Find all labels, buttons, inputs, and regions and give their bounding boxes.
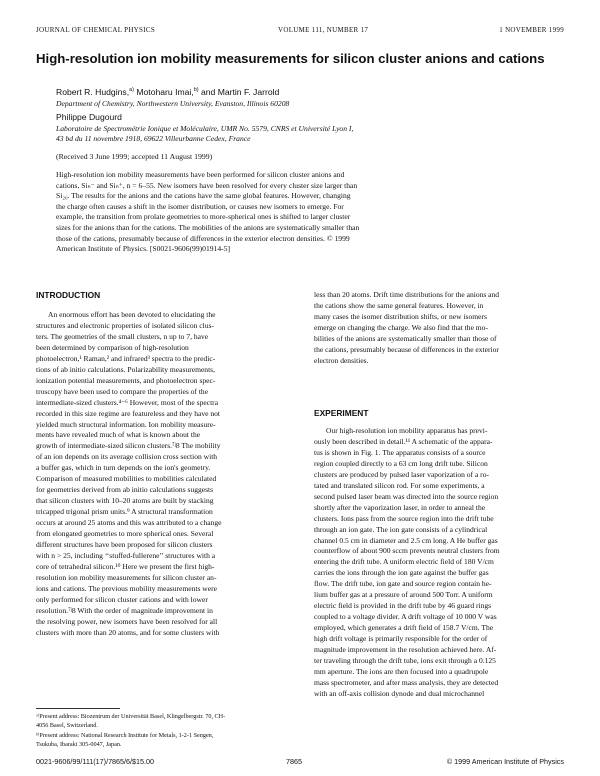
page-number: 7865 (286, 757, 302, 766)
abstract-line: those of the cations, presumably because of differences in the exterior electron densities. © 1999 (56, 233, 350, 243)
affiliation-line: Laboratoire de Spectrométrie Ionique et Moléculaire, UMR No. 5579, CNRS et Université Lyon I, (56, 124, 354, 133)
volume-number: VOLUME 111, NUMBER 17 (278, 26, 369, 34)
introduction-line: the resolving power, new isomers have been resolved for all (36, 616, 218, 626)
experiment-line: shortly after the vaporization laser, in order to anneal the (314, 502, 486, 512)
experiment-line: tus is shown in Fig. 1. The apparatus consists of a source (314, 447, 486, 457)
introduction-line: An enormous effort has been devoted to elucidating the (48, 310, 216, 319)
author-hudgins: Robert R. Hudgins, (56, 87, 130, 97)
experiment-line: high drift voltage is primarily responsible for the order of (314, 634, 488, 644)
abstract-line: American Institute of Physics. [S0021-9606(99)01914-5] (56, 244, 230, 254)
introduction-line: different structures have been proposed for silicon clusters (36, 540, 213, 550)
experiment-line: with an off-axis collision dynode and dual microchannel (314, 688, 485, 698)
section-heading-experiment: EXPERIMENT (314, 408, 369, 418)
introduction-line: only performed for silicon cluster cations and with lower (36, 594, 208, 604)
introduction-line: less than 20 atoms. Drift time distributions for the anions and (314, 290, 500, 299)
introduction-line: that silicon clusters with 10–20 atoms are built by stacking (36, 496, 214, 506)
affiliation-northwestern: Department of Chemistry, Northwestern University, Evanston, Illinois 60208 (56, 99, 290, 108)
introduction-line: occurs at around 25 atoms and this was attributed to a change (36, 518, 222, 528)
introduction-line: core of tetrahedral silicon.¹⁰ Here we present the first high- (36, 561, 215, 571)
introduction-line: yielded much structural information. Ion mobility measure- (36, 419, 216, 429)
experiment-line: mass spectrometer, and after mass analysis, they are detected (314, 677, 499, 687)
author-note-b: b) (193, 87, 199, 94)
author-note-a: a) (129, 87, 134, 94)
introduction-line: resolution.⁷ʲ8 With the order of magnitude improvement in (36, 605, 213, 615)
introduction-line: growth of intermediate-sized silicon clusters.⁷ʲ8 The mobility (36, 441, 221, 451)
introduction-line: the cations, presumably because of differences in the exterior (314, 344, 499, 354)
experiment-line: ter traveling through the drift tube, ions exit through a 0.125 (314, 656, 496, 666)
affiliation-lyon (56, 124, 353, 144)
introduction-line: emerge on changing the charge. We also find that the mo- (314, 322, 488, 332)
footnote-divider (36, 708, 120, 709)
experiment-line: magnitude improvement in the resolution achieved here. Af- (314, 645, 497, 655)
footnote-line: ᵇ⁾Present address: National Research Institute for Metals, 1-2-1 Sengen, (36, 731, 214, 739)
author-dugourd: Philippe Dugourd (56, 112, 122, 122)
introduction-line: been determined by comparison of high-resolution (36, 342, 189, 352)
footnote-line: Tsukuba, Ibaraki 305-0047, Japan. (36, 741, 122, 749)
introduction-line: ters. The geometries of the small clusters, n up to 7, have (36, 331, 209, 341)
experiment-line: lium buffer gas at a pressure of around 500 Torr. A uniform (314, 590, 493, 600)
experiment-line: carries the ions through the ion gate against the buffer gas (314, 568, 489, 578)
experiment-line: counterflow of about 900 sccm prevents neutral clusters from (314, 546, 500, 556)
introduction-line: troscopy have been used to compare the properties of the (36, 386, 209, 396)
issue-date: 1 NOVEMBER 1999 (499, 26, 564, 34)
section-heading-introduction: INTRODUCTION (36, 290, 101, 300)
experiment-line: ously been described in detail.¹¹ A schematic of the appara- (314, 436, 493, 446)
introduction-line: Comparison of measured mobilities to mobilities calculated (36, 474, 217, 484)
abstract (56, 170, 564, 255)
experiment-line: channel 0.5 cm in diameter and 2.5 cm long. A He buffer gas (314, 535, 498, 545)
experiment-line: mm aperture. The ions are then focused into a quadrupole (314, 666, 489, 676)
introduction-line: the cations show the same general features. However, in (314, 300, 484, 310)
introduction-line: recorded in this size regime are featureless and they have not (36, 408, 220, 418)
abstract-line: High-resolution ion mobility measurements have been performed for silicon cluster anions and (56, 170, 345, 179)
abstract-line: the charge often causes a shift in the isomer distribution, or causes new isomers to emerge. For (56, 201, 344, 211)
experiment-line: clusters are produced by pulsed laser vaporization of a ro- (314, 469, 489, 479)
introduction-line: tricapped trigonal prism units.⁹ A structural transformation (36, 507, 213, 517)
introduction-line: structures and electronic properties of isolated silicon clus- (36, 320, 214, 330)
experiment-line: second pulsed laser beam was directed into the source region (314, 491, 499, 501)
experiment-line: flow. The drift tube, ion gate and source region contain he- (314, 579, 492, 589)
introduction-line: from elongated geometries to more spherical ones. Several (36, 529, 214, 539)
experiment-line: clusters. Ions pass from the source region into the drift tube (314, 513, 494, 523)
experiment-line: through an ion gate. The ion gate consists of a cylindrical (314, 524, 488, 534)
footnote-line: ᵃ⁾Present address: Biozentrum der Universität Basel, Klingelbergstr. 70, CH- (36, 713, 226, 720)
introduction-text (36, 310, 286, 639)
introduction-line: bilities of the anions are systematically smaller than those of (314, 333, 497, 343)
author-list (56, 87, 279, 97)
experiment-line: region coupled directly to a 63 cm long drift tube. Silicon (314, 458, 488, 468)
experiment-line: tated and translated silicon rod. For some experiments, a (314, 480, 485, 490)
experiment-text (314, 426, 564, 700)
article-code: 0021-9606/99/111(17)/7865/6/$15.00 (36, 757, 155, 766)
abstract-line: Si₂₀. The results for the anions and the cations have the same global features. However, changing (56, 191, 351, 201)
introduction-continued (314, 290, 564, 367)
experiment-line: entering the drift tube. A uniform electric field of 180 V/cm (314, 557, 494, 567)
introduction-line: photoelectron,¹ Raman,² and infrared³ spectra to the predic- (36, 353, 216, 363)
experiment-line: employed, which generates a drift field of 158.7 V/cm. The (314, 623, 494, 633)
introduction-line: clusters with more than 20 atoms, and for some clusters with (36, 627, 220, 637)
affiliation-line: 43 bd du 11 novembre 1918, 69622 Villeurbanne Cedex, France (56, 134, 251, 143)
running-header (36, 26, 564, 38)
introduction-line: many cases the isomer distribution shifts, or new isomers (314, 311, 487, 321)
abstract-line: example, the transition from prolate geometries to more-spherical ones is shifted to larger cluster (56, 212, 351, 222)
introduction-line: a buffer gas, which in turn depends on the ion's geometry. (36, 463, 211, 473)
introduction-line: ionization potential measurements, and photoelectron spec- (36, 375, 216, 385)
footnotes (36, 713, 288, 751)
copyright-notice: © 1999 American Institute of Physics (446, 757, 564, 766)
journal-name: JOURNAL OF CHEMICAL PHYSICS (36, 26, 156, 34)
page-footer (36, 757, 564, 769)
abstract-line: sizes for the anions than for the cations. The mobilities of the anions are systematically smaller than (56, 222, 360, 232)
experiment-line: electric field is provided in the drift tube by 46 guard rings (314, 601, 492, 611)
author-imai: Motoharu Imai, (133, 87, 194, 97)
article-title: High-resolution ion mobility measurements for silicon cluster anions and cations (36, 51, 545, 66)
footnote-line: 4056 Basel, Switzerland. (36, 722, 98, 730)
introduction-line: resolution ion mobility measurements for silicon cluster an- (36, 572, 217, 582)
introduction-line: with n > 25, including ‘‘stuffed-fullerene’’ structures with a (36, 550, 216, 560)
introduction-line: intermediate-sized clusters.⁴⁻⁶ However, most of the spectra (36, 397, 219, 407)
received-dates: (Received 3 June 1999; accepted 11 August 1999) (56, 152, 213, 161)
author-jarrold: and Martin F. Jarrold (198, 87, 280, 97)
introduction-line: ments have revealed much of what is known about the (36, 430, 201, 440)
experiment-line: coupled to a voltage divider. A drift voltage of 10 000 V was (314, 612, 497, 622)
introduction-line: ions and cations. The previous mobility measurements were (36, 583, 217, 593)
experiment-line: Our high-resolution ion mobility apparatus has previ- (326, 426, 488, 435)
introduction-line: of an ion depends on its average collision cross section with (36, 452, 218, 462)
abstract-line: cations, Siₙ⁻ and Siₙ⁺, n = 6–55. New isomers have been resolved for every cluster size larger than (56, 180, 358, 190)
introduction-line: for geometries derived from ab initio calculations suggests (36, 485, 214, 495)
introduction-line: electron densities. (314, 355, 369, 365)
introduction-line: tions of ab initio calculations. Polarizability measurements, (36, 364, 215, 374)
